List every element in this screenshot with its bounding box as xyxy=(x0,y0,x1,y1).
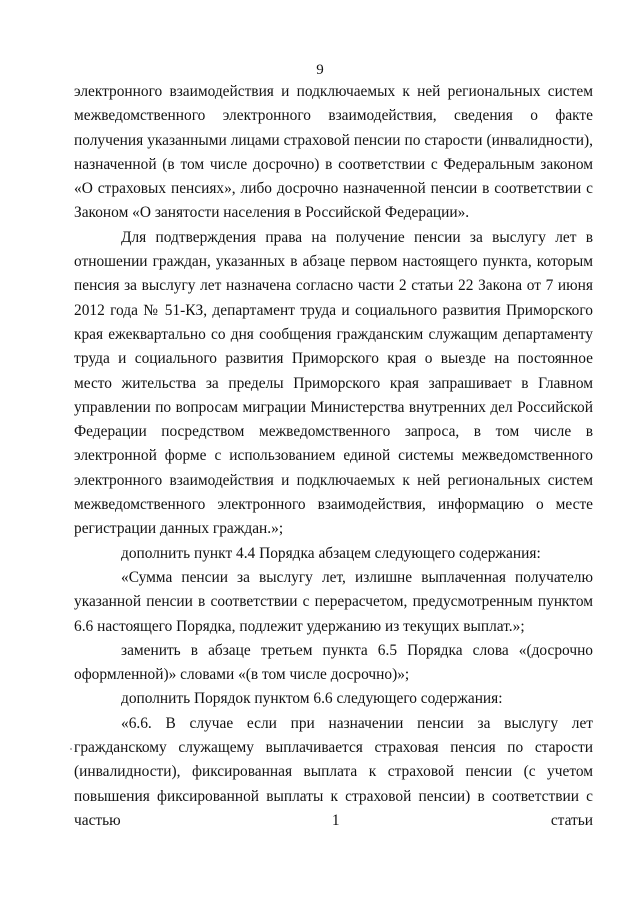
paragraph-add-6-6: дополнить Порядок пунктом 6.6 следующего содержания: xyxy=(121,690,503,708)
page-number: 9 xyxy=(316,62,324,78)
scan-speck xyxy=(70,748,72,750)
document-body xyxy=(74,80,593,833)
paragraph-replace-6-5: заменить в абзаце третьем пункта 6.5 Порядка слова «(досрочно оформленной)» словами «(в том числе досрочно)»; xyxy=(74,641,593,684)
paragraph-confirmation-of-right: Для подтверждения права на получение пенсии за выслугу лет в отношении граждан, указанных в абзаце первом настоящего пункта, которым пенсия за выслугу лет назначена согласно части 2 статьи 22 Закона от 7 июня 2012 года № 51-КЗ, департамент труда и социального развития Приморского края ежеквартально со дня сообщения гражданским служащим департаменту труда и социального развития Приморского края о выезде на постоянное место жительства за пределы Приморского края запрашивает в Главном управлении по вопросам миграции Министерства внутренних дел Российской Федерации посредством межведомственного запроса, в том числе в электронной форме с использованием единой системы межведомственного электронного взаимодействия и подключаемых к ней региональных систем межведомственного электронного взаимодействия, информацию о месте регистрации данных граждан.»; xyxy=(74,228,593,538)
paragraph-continuation: электронного взаимодействия и подключаемых к ней региональных систем межведомственного электронного взаимодействия, сведения о факте получения указанными лицами страховой пенсии по старости (инвалидности), назначенной (в том числе досрочно) в соответствии с Федеральным законом «О страховых пенсиях», либо досрочно назначенной пенсии в соответствии с Законом «О занятости населения в Российской Федерации». xyxy=(74,83,593,222)
paragraph-6-6-text: «6.6. В случае если при назначении пенсии за выслугу лет гражданскому служащему выплачивается страховая пенсия по старости (инвалидности), фиксированная выплата к страховой пенсии (с учетом повышения фиксированной выплаты к страховой пенсии) в соответствии с частью 1 статьи xyxy=(74,714,593,829)
paragraph-overpaid-amount: «Сумма пенсии за выслугу лет, излишне выплаченная получателю указанной пенсии в соответствии с перерасчетом, предусмотренным пунктом 6.6 настоящего Порядка, подлежит удержанию из текущих выплат.»; xyxy=(74,568,593,635)
paragraph-amend-4-4: дополнить пункт 4.4 Порядка абзацем следующего содержания: xyxy=(121,544,541,562)
